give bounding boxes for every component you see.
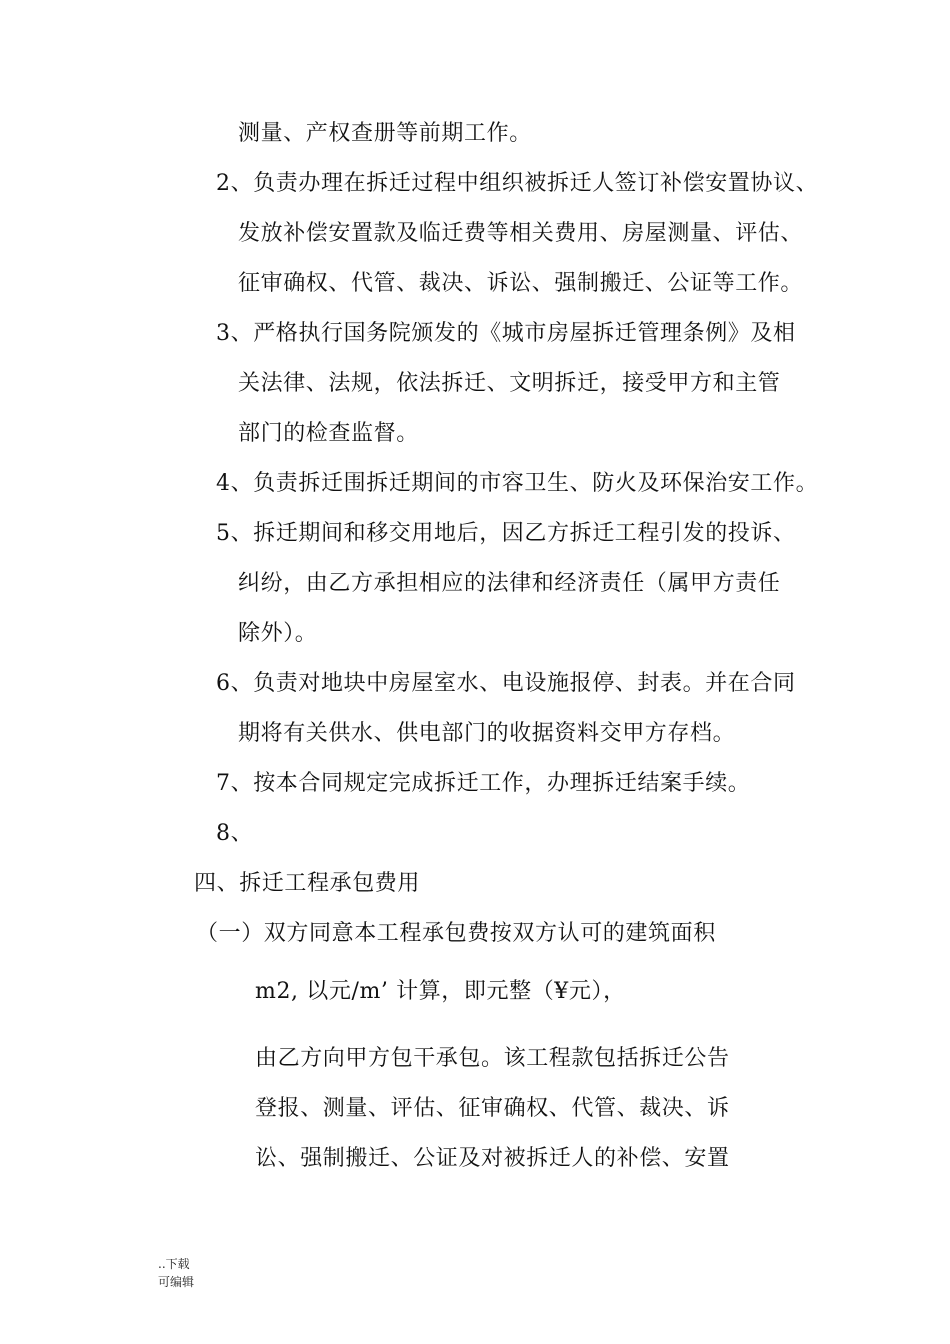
text-line: 发放补偿安置款及临迁费等相关费用、房屋测量、评估、 bbox=[238, 221, 804, 246]
list-item-2: 2、负责办理在拆迁过程中组织被拆迁人签订补偿安置协议、 bbox=[216, 171, 819, 196]
text-line: 征审确权、代管、裁决、诉讼、强制搬迁、公证等工作。 bbox=[238, 271, 804, 296]
section-heading: 四、拆迁工程承包费用 bbox=[194, 871, 421, 896]
list-item-7: 7、按本合同规定完成拆迁工作，办理拆迁结案手续。 bbox=[216, 771, 751, 796]
list-item-3: 3、严格执行国务院颁发的《城市房屋拆迁管理条例》及相 bbox=[216, 321, 796, 346]
list-item-8: 8、 bbox=[216, 821, 254, 846]
footer-download-note: ..下载 bbox=[158, 1257, 190, 1271]
text-line: 讼、强制搬迁、公证及对被拆迁人的补偿、安置 bbox=[255, 1146, 730, 1171]
text-line: 期将有关供水、供电部门的收据资料交甲方存档。 bbox=[238, 721, 736, 746]
text-line: 登报、测量、评估、征审确权、代管、裁决、诉 bbox=[255, 1096, 730, 1121]
list-item-5: 5、拆迁期间和移交用地后，因乙方拆迁工程引发的投诉、 bbox=[216, 521, 796, 546]
text-line: 关法律、法规，依法拆迁、文明拆迁，接受甲方和主管 bbox=[238, 371, 781, 396]
text-line: 部门的检查监督。 bbox=[238, 421, 419, 446]
text-line: 由乙方向甲方包干承包。该工程款包括拆迁公告 bbox=[255, 1046, 730, 1071]
list-item-4: 4、负责拆迁围拆迁期间的市容卫生、防火及环保治安工作。 bbox=[216, 471, 819, 496]
text-line: 测量、产权查册等前期工作。 bbox=[238, 121, 532, 146]
text-line: 除外）。 bbox=[238, 621, 318, 646]
sub-section-heading: （一）双方同意本工程承包费按双方认可的建筑面积 bbox=[196, 921, 716, 946]
text-line: m2, 以元/m’ 计算，即元整（¥元）， bbox=[255, 979, 626, 1004]
text-line: 纠纷，由乙方承担相应的法律和经济责任（属甲方责任 bbox=[238, 571, 781, 596]
list-item-6: 6、负责对地块中房屋室水、电设施报停、封表。并在合同 bbox=[216, 671, 796, 696]
footer-editable-note: 可编辑 bbox=[158, 1275, 195, 1289]
